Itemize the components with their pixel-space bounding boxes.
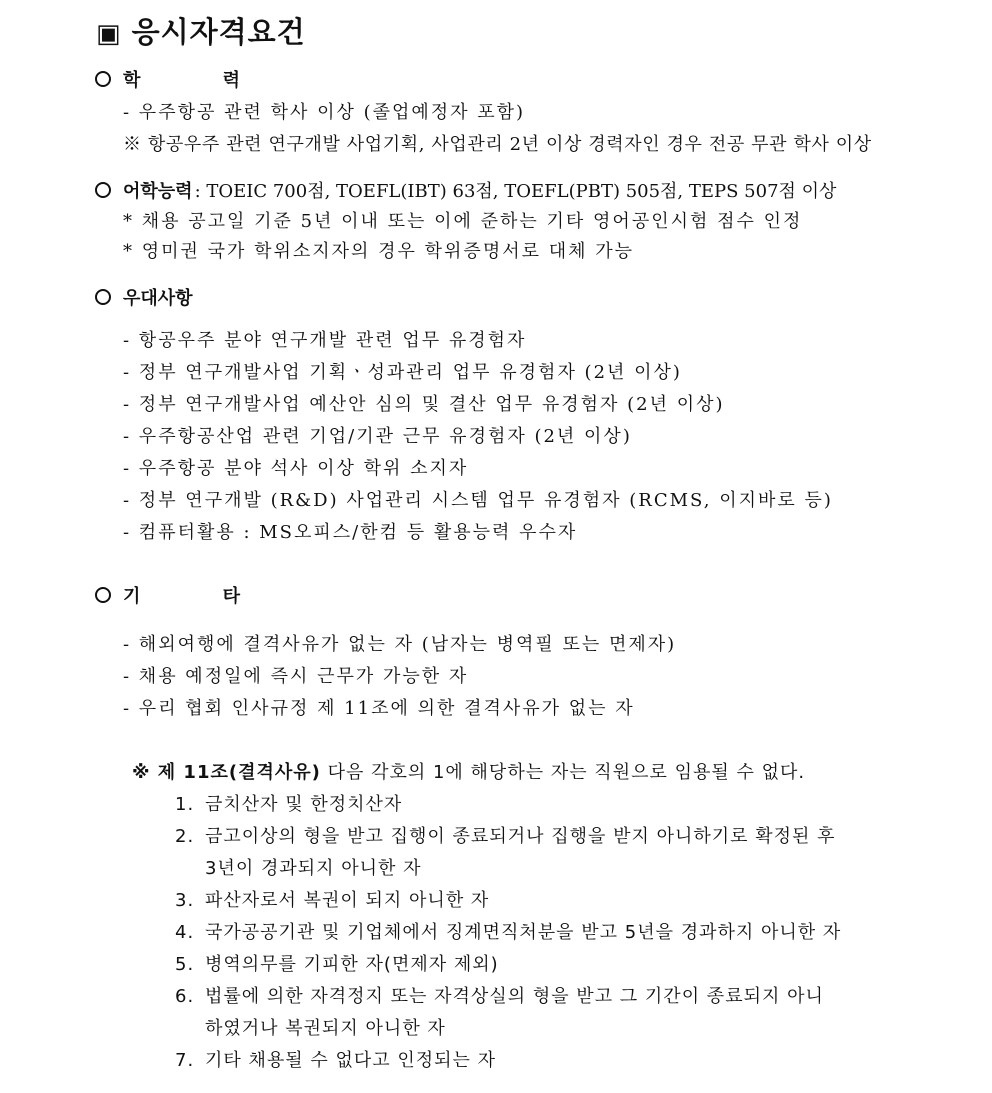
article-item-text: 기타 채용될 수 없다고 인정되는 자 — [205, 1050, 497, 1071]
education-line-1: - 우주항공 관련 학사 이상 (졸업예정자 포함) — [123, 102, 526, 123]
article-item-6-continuation: 하였거나 복권되지 아니한 자 — [205, 1018, 446, 1039]
article-item-5 — [175, 950, 915, 976]
article-item-text: 국가공공기관 및 기업체에서 징계면직처분을 받고 5년을 경과하지 아니한 자 — [205, 922, 842, 943]
page-title-text: 응시자격요건 — [131, 15, 306, 49]
article-item-3 — [175, 886, 915, 912]
page-title — [96, 10, 306, 51]
circle-bullet-icon — [95, 182, 111, 198]
article-item-text: 금치산자 및 한정치산자 — [205, 794, 403, 815]
article-item-number: 4. — [175, 922, 195, 943]
article-item-1 — [175, 790, 915, 816]
article-item-number: 3. — [175, 890, 195, 911]
article-item-text: 파산자로서 복권이 되지 아니한 자 — [205, 890, 490, 911]
section-preference-heading — [95, 284, 193, 310]
preference-line-5: - 우주항공 분야 석사 이상 학위 소지자 — [123, 458, 469, 479]
preference-line-6: - 정부 연구개발 (R&D) 사업관리 시스템 업무 유경험자 (RCMS, 이지바로 등) — [123, 490, 833, 511]
article-item-text: 병역의무를 기피한 자(면제자 제외) — [205, 954, 499, 975]
etc-line-1: - 해외여행에 결격사유가 없는 자 (남자는 병역필 또는 면제자) — [123, 634, 677, 655]
etc-line-3: - 우리 협회 인사규정 제 11조에 의한 결격사유가 없는 자 — [123, 698, 635, 719]
article-item-text: 법률에 의한 자격정지 또는 자격상실의 형을 받고 그 기간이 종료되지 아니 — [205, 986, 824, 1007]
article-heading-text: 다음 각호의 1에 해당하는 자는 직원으로 임용될 수 없다. — [320, 762, 806, 783]
article-item-number: 6. — [175, 986, 195, 1007]
article-item-7 — [175, 1046, 915, 1072]
section-etc-label: 기 타 — [123, 586, 279, 607]
preference-line-7: - 컴퓨터활용 : MS오피스/한컴 등 활용능력 우수자 — [123, 522, 578, 543]
article-item-2 — [175, 822, 915, 848]
section-preference-label: 우대사항 — [123, 288, 193, 309]
article-item-number: 5. — [175, 954, 195, 975]
article-item-number: 1. — [175, 794, 195, 815]
circle-bullet-icon — [95, 71, 111, 87]
circle-bullet-icon — [95, 289, 111, 305]
article-heading — [132, 758, 805, 784]
preference-line-2: - 정부 연구개발사업 기획ㆍ성과관리 업무 유경험자 (2년 이상) — [123, 362, 682, 383]
education-line-2: ※ 항공우주 관련 연구개발 사업기획, 사업관리 2년 이상 경력자인 경우 전공 무관 학사 이상 — [123, 134, 872, 155]
preference-line-4: - 우주항공산업 관련 기업/기관 근무 유경험자 (2년 이상) — [123, 426, 632, 447]
article-heading-title: ※ 제 11조(결격사유) — [132, 762, 321, 783]
article-item-4 — [175, 918, 915, 944]
section-etc-heading — [95, 582, 278, 608]
preference-line-1: - 항공우주 분야 연구개발 관련 업무 유경험자 — [123, 330, 527, 351]
section-education-label: 학 력 — [123, 70, 279, 91]
section-language-label: 어학능력 — [123, 181, 193, 202]
section-education-heading — [95, 66, 278, 92]
section-language-heading — [95, 177, 836, 203]
language-line-2: * 영미권 국가 학위소지자의 경우 학위증명서로 대체 가능 — [123, 241, 634, 262]
article-item-number: 2. — [175, 826, 195, 847]
article-item-2-continuation: 3년이 경과되지 아니한 자 — [205, 858, 422, 879]
square-bullet-icon: ▣ — [96, 19, 122, 49]
section-language-desc: : TOEIC 700점, TOEFL(IBT) 63점, TOEFL(PBT) 505점, TEPS 507점 이상 — [194, 181, 837, 202]
article-item-6 — [175, 982, 915, 1008]
article-item-text: 금고이상의 형을 받고 집행이 종료되거나 집행을 받지 아니하기로 확정된 후 — [205, 826, 836, 847]
etc-line-2: - 채용 예정일에 즉시 근무가 가능한 자 — [123, 666, 469, 687]
circle-bullet-icon — [95, 587, 111, 603]
preference-line-3: - 정부 연구개발사업 예산안 심의 및 결산 업무 유경험자 (2년 이상) — [123, 394, 725, 415]
article-item-number: 7. — [175, 1050, 195, 1071]
language-line-1: * 채용 공고일 기준 5년 이내 또는 이에 준하는 기타 영어공인시험 점수 인정 — [123, 211, 803, 232]
